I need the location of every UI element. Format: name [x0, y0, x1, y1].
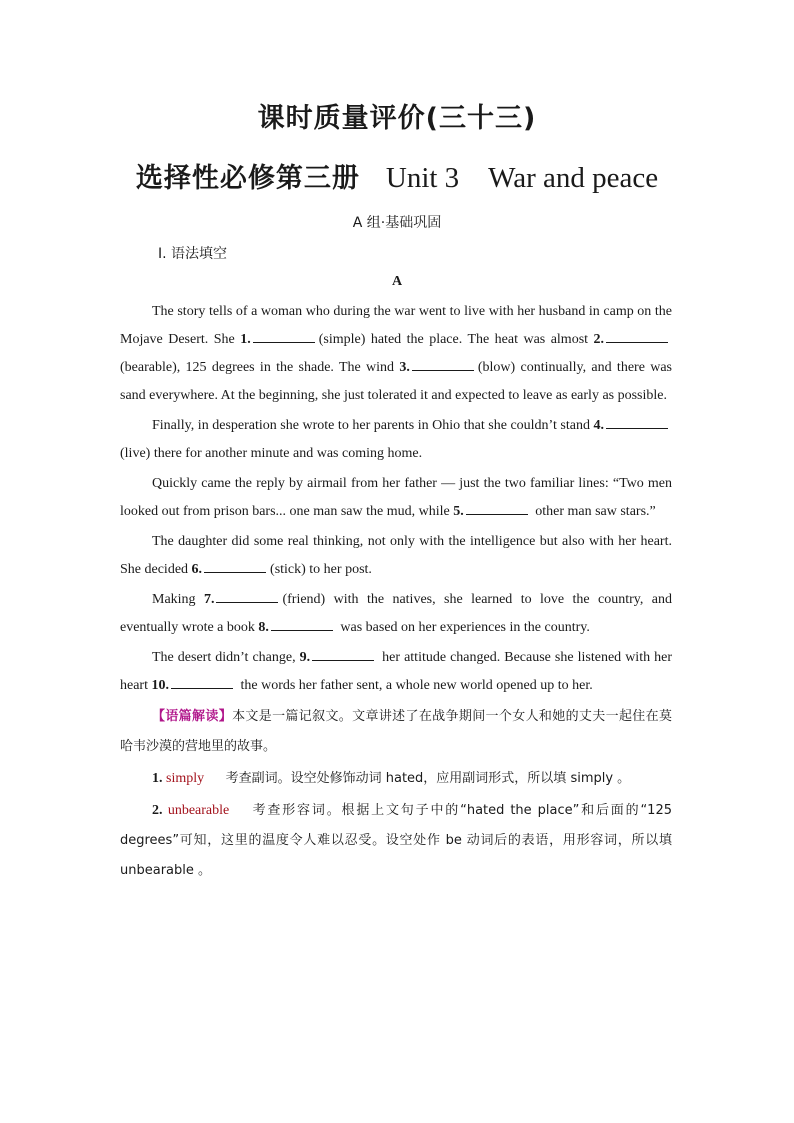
answer-blank[interactable] — [412, 356, 474, 371]
passage-paragraph-6: The desert didn’t change, 9. her attitude changed. Because she listened with her heart 10. the words her father sent, a whole new world opened up to her. — [120, 644, 672, 700]
answer-item — [120, 764, 672, 794]
blank-number: 9. — [299, 650, 311, 665]
answer-blank[interactable] — [271, 616, 333, 631]
group-heading: A 组·基础巩固 — [352, 215, 442, 231]
answer-blank[interactable] — [253, 328, 315, 343]
subtitle-book: 选择性必修第三册 — [135, 163, 360, 194]
hint-word: (bearable) — [120, 360, 177, 375]
blank-number: 6. — [191, 562, 203, 577]
answer-key — [120, 702, 672, 886]
answer-explanation: 考查副词。设空处修饰动词 hated，应用副词形式，所以填 simply 。 — [225, 771, 631, 786]
passage-paragraph-5: Making 7. (friend) with the natives, she learned to love the country, and eventually wrote a book 8. was based on her experiences in the country. — [120, 586, 672, 642]
passage-paragraph-4: The daughter did some real thinking, not only with the intelligence but also with her heart. She decided 6. (stick) to her post. — [120, 534, 672, 577]
answer-number: 1. — [152, 771, 163, 786]
answer-blank[interactable] — [606, 414, 668, 429]
blank-number: 4. — [593, 418, 604, 433]
page-subtitle — [0, 155, 794, 196]
hint-word: (stick) — [270, 562, 306, 577]
hint-word: (blow) — [477, 360, 516, 375]
answer-blank[interactable] — [204, 558, 266, 573]
blank-number: 8. — [258, 620, 269, 635]
passage-paragraph-1: The story tells of a woman who during the war went to live with her husband in camp on the Mojave Desert. She 1. (simple) hated the place. The heat was almost 2.(bearable), 125 degrees in the shade. The wind 3. (blow) continually, and there was sand everywhere. At the beginning, she just tolerated it and expected to leave as early as possible. — [120, 304, 672, 403]
passage-paragraph-3: Quickly came the reply by airmail from her father — just the two familiar lines: “Two men looked out from prison bars... one man saw the mud, while 5. other man saw stars.” — [120, 476, 672, 519]
answer-blank[interactable] — [171, 674, 233, 689]
hint-word: (friend) — [282, 592, 326, 607]
answer-item — [120, 796, 672, 886]
analysis-text: 本文是一篇记叙文。文章讲述了在战争期间一个女人和她的丈夫一起住在莫哈韦沙漠的营地里的故事。 — [120, 709, 672, 754]
section-heading: Ⅰ. 语法填空 — [158, 246, 228, 262]
answer-blank[interactable] — [216, 588, 278, 603]
passage-analysis — [120, 702, 672, 762]
blank-number: 3. — [399, 360, 410, 375]
blank-number: 1. — [240, 332, 251, 347]
analysis-tag: 【语篇解读】 — [152, 709, 233, 724]
answer-blank[interactable] — [312, 646, 374, 661]
part-heading: A — [391, 274, 403, 289]
passage — [120, 298, 672, 886]
answer-word: unbearable — [167, 803, 230, 818]
hint-word: (simple) — [318, 332, 366, 347]
subtitle-unit: Unit 3 War and peace — [385, 162, 659, 194]
answer-blank[interactable] — [466, 500, 528, 515]
blank-number: 10. — [151, 678, 169, 693]
answer-number: 2. — [152, 803, 163, 818]
blank-number: 7. — [203, 592, 215, 607]
page-title: 课时质量评价(三十三) — [257, 103, 537, 134]
answer-word: simply — [166, 771, 205, 786]
passage-paragraph-2: Finally, in desperation she wrote to her parents in Ohio that she couldn’t stand 4.(live) there for another minute and was coming home. — [120, 412, 672, 468]
blank-number: 2. — [593, 332, 604, 347]
answer-blank[interactable] — [606, 328, 668, 343]
answer-explanation: 考查形容词。根据上文句子中的“hated the place”和后面的“125 degrees”可知，这里的温度令人难以忍受。设空处作 be 动词后的表语，用形容词，所以填 unbearable 。 — [120, 803, 672, 878]
blank-number: 5. — [453, 504, 464, 519]
hint-word: (live) — [120, 446, 151, 461]
